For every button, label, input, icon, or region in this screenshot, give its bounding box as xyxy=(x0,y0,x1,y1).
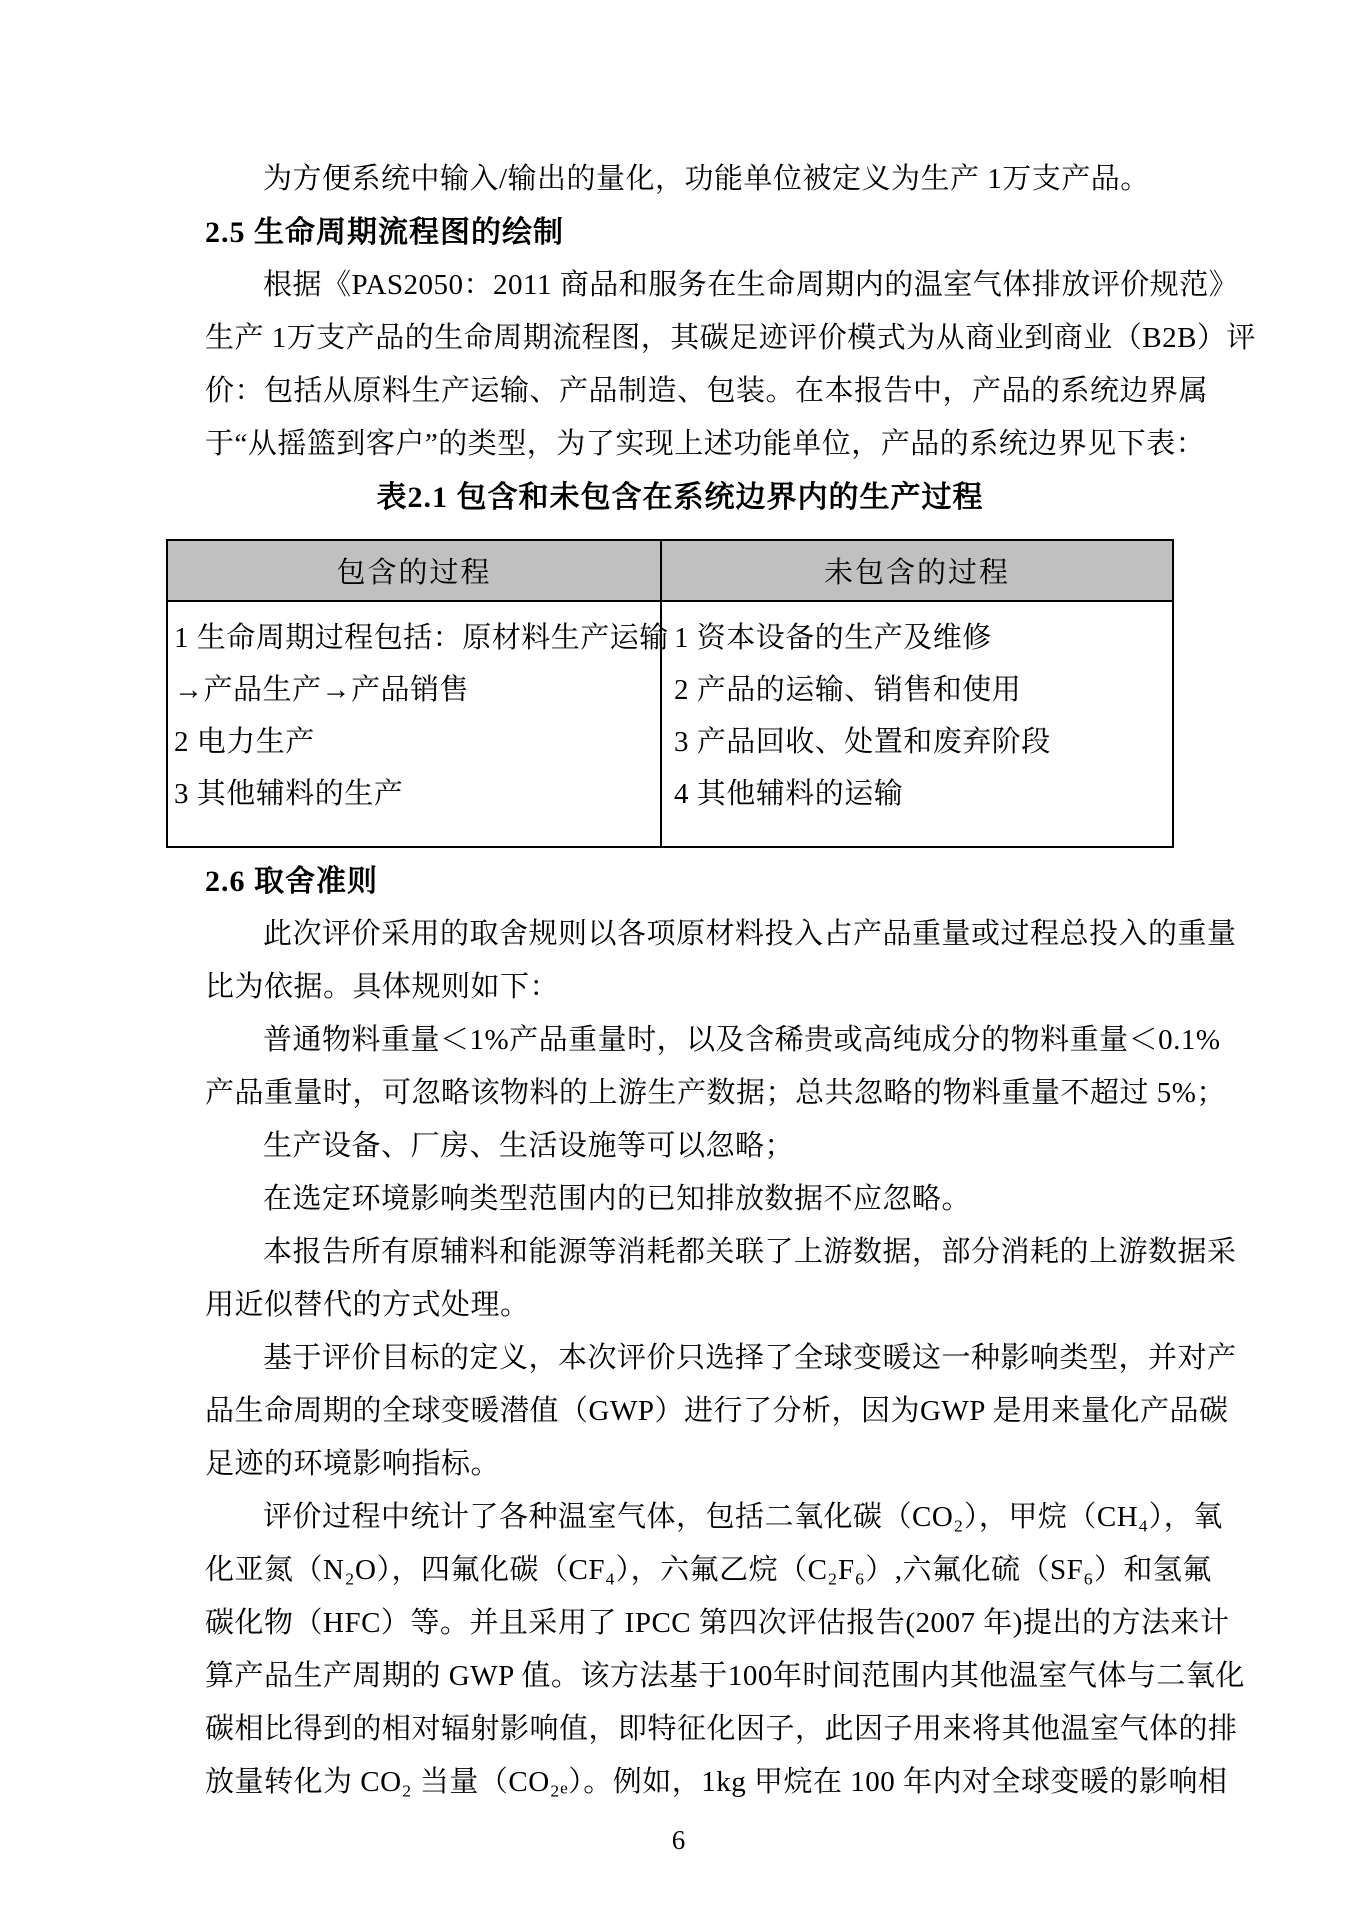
system-boundary-table xyxy=(166,539,1174,848)
page-number: 6 xyxy=(671,1825,686,1855)
paragraph-line: 品生命周期的全球变暖潜值（GWP）进行了分析，因为GWP 是用来量化产品碳 xyxy=(205,1395,1229,1427)
paragraph-line: 化亚氮（N₂O），四氟化碳（CF₄），六氟乙烷（C₂F₆）,六氟化硫（SF₆）和氢氟 xyxy=(205,1554,1212,1586)
paragraph-line: 基于评价目标的定义，本次评价只选择了全球变暖这一种影响类型，并对产 xyxy=(263,1342,1237,1374)
paragraph-line: 碳相比得到的相对辐射影响值，即特征化因子，此因子用来将其他温室气体的排 xyxy=(205,1713,1238,1745)
paragraph-line: 足迹的环境影响指标。 xyxy=(205,1448,501,1480)
table-cell-excluded xyxy=(662,602,1172,846)
paragraph-line: 产品重量时，可忽略该物料的上游生产数据；总共忽略的物料重量不超过 5%； xyxy=(205,1077,1226,1109)
section-heading-2-6: 2.6 取舍准则 xyxy=(205,865,378,898)
paragraph-line: 生产 1万支产品的生命周期流程图，其碳足迹评价模式为从商业到商业（B2B）评 xyxy=(205,322,1256,354)
paragraph-line: 于“从摇篮到客户”的类型，为了实现上述功能单位，产品的系统边界见下表： xyxy=(205,428,1206,460)
paragraph-functional-unit: 为方便系统中输入/输出的量化，功能单位被定义为生产 1万支产品。 xyxy=(263,163,1150,195)
table-cell-line: →产品生产→产品销售 xyxy=(174,674,470,706)
paragraph-line: 算产品生产周期的 GWP 值。该方法基于100年时间范围内其他温室气体与二氧化 xyxy=(205,1660,1245,1692)
table-cell-line: 2 产品的运输、销售和使用 xyxy=(674,674,1022,706)
upper-content xyxy=(205,153,1256,524)
table-cell-line: 1 生命周期过程包括：原材料生产运输 xyxy=(174,622,669,654)
section-heading-2-5: 2.5 生命周期流程图的绘制 xyxy=(205,216,564,249)
table-header-excluded: 未包含的过程 xyxy=(662,541,1172,602)
paragraph-line: 比为依据。具体规则如下： xyxy=(205,971,560,1003)
table-cell-line: 3 其他辅料的生产 xyxy=(174,778,404,810)
table-cell-line: 1 资本设备的生产及维修 xyxy=(674,622,992,654)
table-header-included: 包含的过程 xyxy=(168,541,662,602)
paragraph-line: 评价过程中统计了各种温室气体，包括二氧化碳（CO₂），甲烷（CH₄），氧 xyxy=(263,1501,1223,1533)
table-cell-included xyxy=(168,602,669,846)
table-cell-line: 2 电力生产 xyxy=(174,726,315,758)
lower-content xyxy=(205,855,1245,1809)
table-cell-line: 4 其他辅料的运输 xyxy=(674,778,904,810)
table-caption: 表2.1 包含和未包含在系统边界内的生产过程 xyxy=(376,481,984,514)
paragraph-line: 普通物料重量＜1%产品重量时，以及含稀贵或高纯成分的物料重量＜0.1% xyxy=(263,1024,1221,1056)
paragraph-line: 在选定环境影响类型范围内的已知排放数据不应忽略。 xyxy=(263,1183,972,1215)
paragraph-line: 价：包括从原料生产运输、产品制造、包装。在本报告中，产品的系统边界属 xyxy=(205,375,1209,407)
paragraph-line: 此次评价采用的取舍规则以各项原材料投入占产品重量或过程总投入的重量 xyxy=(263,918,1237,950)
paragraph-line: 生产设备、厂房、生活设施等可以忽略； xyxy=(263,1130,795,1162)
paragraph-line: 用近似替代的方式处理。 xyxy=(205,1289,530,1321)
paragraph-line: 放量转化为 CO₂ 当量（CO₂ₑ）。例如，1kg 甲烷在 100 年内对全球变暖的影响相 xyxy=(205,1766,1228,1798)
paragraph-line: 本报告所有原辅料和能源等消耗都关联了上游数据，部分消耗的上游数据采 xyxy=(263,1236,1237,1268)
paragraph-line: 碳化物（HFC）等。并且采用了 IPCC 第四次评估报告(2007 年)提出的方法来计 xyxy=(205,1607,1230,1639)
paragraph-line: 根据《PAS2050：2011 商品和服务在生命周期内的温室气体排放评价规范》 xyxy=(263,269,1239,301)
table-cell-line: 3 产品回收、处置和废弃阶段 xyxy=(674,726,1051,758)
